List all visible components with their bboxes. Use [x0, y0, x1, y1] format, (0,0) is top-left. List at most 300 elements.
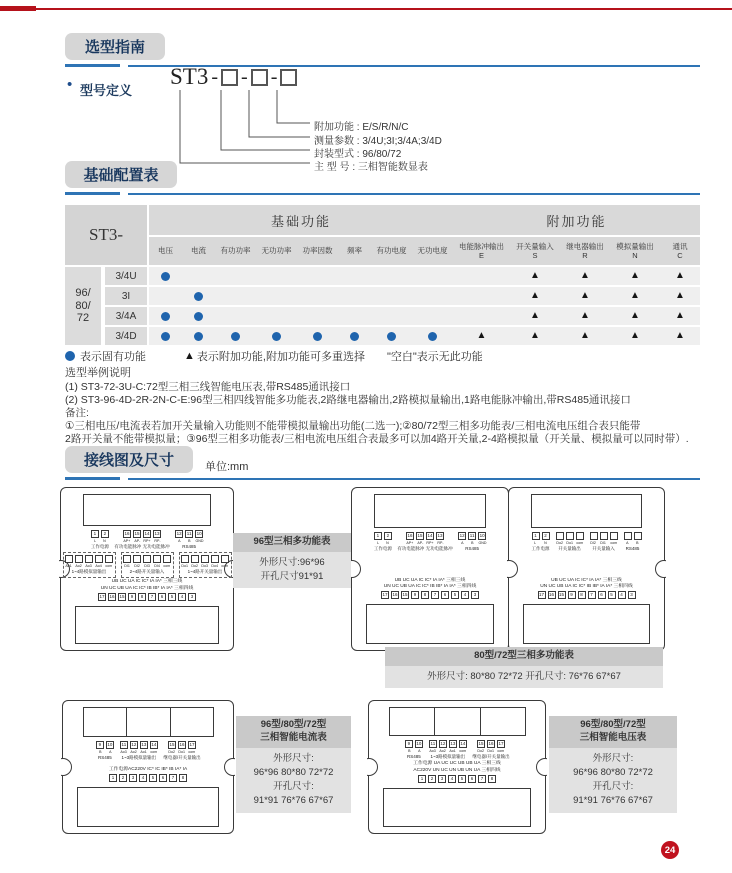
terminal-label: Do1 — [566, 540, 573, 545]
terminal — [195, 530, 204, 543]
spec-box — [385, 647, 663, 688]
terminal-cells — [181, 555, 230, 568]
terminal — [541, 532, 550, 545]
terminal-group-row — [71, 741, 225, 761]
terminal-cells — [90, 530, 109, 543]
table-cell — [510, 327, 560, 345]
terminal-square: 14 — [460, 741, 466, 747]
terminal — [95, 555, 104, 568]
table-cell — [371, 287, 412, 305]
spec-body-line: 开孔尺寸91*91 — [260, 571, 324, 583]
terminal — [565, 532, 574, 545]
terminal-square — [105, 555, 113, 563]
section-divider — [65, 64, 700, 67]
terminal-square: 4 — [448, 775, 456, 783]
table-cell — [338, 327, 371, 345]
terminal — [448, 740, 457, 753]
terminal-label: N — [103, 538, 107, 544]
group-caption: 工作电源 — [90, 544, 109, 550]
terminal — [575, 532, 584, 545]
terminal-label: com — [188, 749, 196, 754]
terminal — [153, 555, 162, 568]
terminal-square: 10 — [479, 533, 485, 538]
fixed-function-dot — [194, 332, 203, 341]
table-cell — [660, 327, 700, 345]
terminal-square — [624, 532, 632, 540]
basic-col-header: 电流 — [182, 237, 215, 265]
terminal-label: DI2 — [134, 563, 140, 569]
spec-body-line: 开孔尺寸: — [592, 781, 634, 793]
terminal-group — [472, 740, 509, 760]
terminal-square: 16 — [124, 531, 130, 537]
terminal-label: DI1 — [124, 563, 130, 569]
extra-col-name: 模拟量输出 — [616, 241, 654, 251]
terminal-group — [179, 552, 232, 578]
terminal-square: 5 — [149, 774, 157, 782]
terminal — [468, 532, 477, 545]
terminal-square: 1 — [418, 775, 426, 783]
addon-function-triangle: ▲ — [630, 290, 640, 301]
bottom-label-line: UB UC UA IC IC* IA IA* 三相三线 — [394, 577, 466, 583]
extra-col-name: 通讯 — [672, 241, 688, 251]
spec-box-title — [385, 647, 663, 666]
terminal — [555, 532, 564, 545]
terminal-cells — [458, 532, 487, 545]
terminal-square: 7 — [169, 774, 177, 782]
basic-col-header: 有功功率 — [215, 237, 256, 265]
table-cell — [453, 287, 510, 305]
bottom-terminal-row — [517, 591, 656, 599]
display-window — [374, 494, 486, 528]
terminal-cells — [406, 532, 445, 545]
terminal — [100, 530, 109, 543]
legend-blank-text: "空白"表示无此功能 — [386, 351, 483, 363]
terminal — [426, 532, 435, 545]
terminal-square: 6 — [441, 591, 449, 599]
terminal — [133, 530, 142, 543]
terminal — [211, 555, 220, 568]
addon-function-triangle: ▲ — [580, 270, 590, 281]
table-cell — [560, 287, 610, 305]
terminal-square: 11 — [121, 742, 127, 747]
spec-title-line: 96型/80型/72型 — [260, 719, 327, 730]
terminal-group — [589, 532, 618, 552]
model-code — [170, 64, 297, 90]
bottom-terminal-row — [377, 775, 537, 783]
terminal — [178, 741, 187, 754]
terminal-square: 1 — [109, 774, 117, 782]
terminal-label: A — [460, 540, 464, 545]
terminal-square — [211, 555, 219, 563]
terminal-label: Do4 — [211, 563, 219, 569]
terminal-square: 7 — [588, 591, 596, 599]
terminal-label: DI1 — [600, 540, 607, 545]
terminal-label: Do1 — [181, 563, 189, 569]
terminal — [143, 555, 152, 568]
terminal-label: L — [534, 540, 537, 545]
terminal — [497, 740, 506, 753]
terminal-square — [576, 532, 584, 540]
terminal-square: 9 — [96, 741, 104, 749]
example-1: (1) ST3-72-3U-C:72型三相三线智能电压表,带RS485通讯接口 — [65, 381, 351, 393]
terminal-group — [163, 741, 200, 761]
terminal-square: 2 — [542, 532, 550, 540]
bottom-terminal-row — [360, 591, 500, 599]
terminal-square: 13 — [141, 742, 147, 747]
terminal — [436, 532, 445, 545]
extra-col-code: C — [677, 251, 683, 260]
table-cell — [510, 307, 560, 325]
terminal — [599, 532, 608, 545]
terminal-square — [556, 532, 564, 540]
group-caption: 开关量输入 — [592, 546, 615, 551]
terminal-label: Ao3 — [85, 563, 93, 569]
table-cell — [338, 287, 371, 305]
extra-col-name: 电能脉冲输出 — [459, 241, 504, 251]
terminal-square: 12 — [459, 533, 465, 538]
terminal-square: 15 — [478, 741, 484, 747]
spec-box-title — [233, 533, 351, 552]
terminal-label: Do2 — [477, 748, 485, 754]
terminal-square: 14 — [151, 742, 157, 747]
terminal-square: 15 — [417, 533, 423, 538]
terminal — [181, 555, 190, 568]
model-option-package: 封装型式 : 96/80/72 — [314, 149, 402, 160]
basic-col-header: 功率因数 — [297, 237, 338, 265]
table-cell — [297, 307, 338, 325]
model-option-addon: 附加功能 : E/S/R/N/C — [314, 122, 409, 133]
group-caption: 工作电源 — [373, 546, 392, 551]
table-cell — [660, 287, 700, 305]
model-box-2 — [251, 69, 268, 86]
terminal-group — [121, 552, 174, 578]
terminal-square: 1 — [374, 532, 382, 540]
terminal-square: 8 — [488, 775, 496, 783]
terminal — [75, 555, 84, 568]
terminal-group-row — [69, 530, 225, 550]
terminal-cells — [175, 530, 204, 543]
terminal-square — [590, 532, 598, 540]
terminal-square: 8 — [138, 593, 146, 601]
table-cell — [660, 267, 700, 285]
terminal-square — [163, 555, 171, 563]
dash: - — [270, 65, 278, 88]
bottom-label-line: UN UC UB UA IC IC* IB IB* IA IA* 三相四线 — [100, 585, 194, 591]
terminal-square: 13 — [450, 741, 456, 747]
terminal-square: 17 — [99, 593, 105, 599]
terminal-square — [95, 555, 103, 563]
spacer — [360, 553, 500, 578]
terminal-square: 6 — [598, 591, 606, 599]
terminal — [119, 741, 128, 754]
row-group-line: 72 — [76, 312, 90, 325]
terminal-square: 16 — [109, 593, 115, 599]
fixed-function-dot — [387, 332, 396, 341]
table-cell — [182, 267, 215, 285]
terminal-label: com — [163, 563, 171, 569]
terminal — [105, 555, 114, 568]
terminal-square — [133, 555, 141, 563]
terminal-square: 16 — [407, 533, 413, 538]
extra-col-name: 继电器输出 — [566, 241, 604, 251]
terminal-label: DI4 — [154, 563, 160, 569]
terminal — [143, 530, 152, 543]
terminal-label: GND — [195, 538, 204, 544]
spec-box — [233, 533, 351, 588]
terminal-label: RP- — [436, 540, 444, 545]
bottom-label-line: UB UC UA IC IC* IA IA* 三相三线 — [111, 579, 183, 585]
table-cell — [453, 327, 510, 345]
terminal — [404, 740, 413, 753]
table-cell — [215, 307, 256, 325]
extra-col-name: 开关量输入 — [516, 241, 554, 251]
terminal-label: Ao4 — [95, 563, 103, 569]
terminal-square: 6 — [158, 593, 166, 601]
terminal-square: 8 — [578, 591, 586, 599]
table-corner-cell: ST3- — [65, 205, 149, 265]
row-label-cell: 3/4U — [103, 267, 149, 285]
terminal-square: 2 — [384, 532, 392, 540]
terminal-square — [181, 555, 189, 563]
terminal — [129, 741, 138, 754]
terminal-cells — [95, 741, 114, 754]
terminal — [123, 555, 132, 568]
spec-body-line: 开孔尺寸: — [273, 781, 314, 793]
terminal-square: 6 — [468, 775, 476, 783]
terminal-square: 3 — [438, 775, 446, 783]
terminal-group — [95, 741, 114, 760]
row-label-cell: 3/4A — [103, 307, 149, 325]
example-2: (2) ST3-96-4D-2R-2N-C-E:96型三相四线智能多功能表,2路继电器输出,2路模拟量输出,1路电能脉冲输出,带RS485通讯接口 — [65, 394, 631, 406]
table-cell — [182, 307, 215, 325]
spec-title-line: 96型三相多功能表 — [253, 536, 331, 547]
terminal-label: com — [459, 748, 467, 754]
terminal-square: 7 — [148, 593, 156, 601]
spec-box — [549, 716, 677, 813]
terminal-group — [175, 530, 204, 549]
terminal-square: 4 — [178, 593, 186, 601]
table-cell — [297, 327, 338, 345]
terminal-group — [373, 532, 392, 552]
fixed-function-dot — [231, 332, 240, 341]
terminal-cells — [168, 741, 197, 754]
terminal-group-row — [360, 532, 500, 552]
extra-col-header — [560, 237, 610, 265]
terminal-group — [63, 552, 116, 578]
fixed-function-dot — [350, 332, 359, 341]
terminal-square: 15 — [169, 742, 175, 747]
wiring-diagram — [62, 700, 234, 834]
row-group-line: 96/ — [75, 287, 91, 300]
addon-function-triangle: ▲ — [675, 270, 685, 281]
model-connector-lines — [170, 90, 312, 174]
dash: - — [241, 65, 248, 88]
relay-module-row — [83, 707, 213, 737]
terminal-group-row — [65, 552, 229, 578]
terminal — [185, 530, 194, 543]
terminal-square: 10 — [416, 741, 422, 747]
terminal — [175, 530, 184, 543]
extra-col-header — [453, 237, 510, 265]
terminal-square: 9 — [568, 591, 576, 599]
model-option-params: 测量参数 : 3/4U;3I;3/4A;3/4D — [314, 136, 442, 147]
terminal-cells — [589, 532, 618, 545]
terminal-label: B — [470, 540, 474, 545]
terminal-label: A — [417, 748, 421, 754]
group-caption: 继电器/开关量输出 — [472, 754, 510, 760]
bottom-window — [383, 788, 531, 827]
model-option-main: 主 型 号 : 三相智能数显表 — [314, 162, 428, 173]
terminal — [428, 740, 437, 753]
terminal — [95, 741, 104, 754]
terminal — [201, 555, 210, 568]
terminal-label: Do2 — [168, 749, 176, 754]
terminal-square: 16 — [392, 592, 398, 597]
terminal-label: B — [407, 748, 411, 754]
terminal-square: 10 — [196, 531, 202, 537]
wiring-diagram — [508, 487, 665, 651]
model-base-text: ST3 — [170, 64, 209, 89]
addon-function-triangle: ▲ — [630, 310, 640, 321]
basic-col-header: 有功电度 — [371, 237, 412, 265]
bottom-label-line: 工作电源AC220V IC* IC IB* IB IA* IA — [108, 766, 188, 772]
terminal — [123, 530, 132, 543]
terminal-label: RP+ — [143, 538, 151, 544]
terminal-cells — [123, 555, 172, 568]
terminal-label: Do1 — [487, 748, 495, 754]
terminal-label: com — [221, 563, 229, 569]
terminal-square — [191, 555, 199, 563]
terminal-group — [428, 740, 467, 760]
table-cell — [338, 307, 371, 325]
table-cell — [453, 307, 510, 325]
terminal-label: A — [626, 540, 629, 545]
basic-col-header: 频率 — [338, 237, 371, 265]
terminal — [149, 741, 158, 754]
terminal-cells — [531, 532, 550, 545]
terminal-label: Ao2 — [439, 748, 447, 754]
terminal — [163, 555, 172, 568]
terminal-square: 4 — [618, 591, 626, 599]
table-cell — [510, 287, 560, 305]
panel-inner — [61, 488, 233, 650]
table-cell — [149, 287, 182, 305]
terminal — [406, 532, 415, 545]
terminal-square — [65, 555, 73, 563]
terminal-square — [75, 555, 83, 563]
table-cell — [149, 307, 182, 325]
terminal — [487, 740, 496, 753]
extra-functions-header: 附加功能 — [453, 205, 700, 235]
terminal-square: 8 — [421, 591, 429, 599]
terminal-label: com — [150, 749, 158, 754]
bullet-icon: • — [67, 76, 73, 93]
section-header-selection-guide: 选型指南 — [65, 33, 165, 60]
terminal — [458, 740, 467, 753]
spec-body-line: 96*96 80*80 72*72 — [253, 766, 334, 778]
terminal-square: 2 — [428, 775, 436, 783]
table-cell — [560, 307, 610, 325]
terminal-square — [201, 555, 209, 563]
table-cell — [412, 327, 453, 345]
group-caption: 开关量输出 — [558, 546, 581, 551]
terminal-cells — [373, 532, 392, 545]
group-caption: 2~4路开关量输入 — [129, 569, 165, 575]
display-window — [83, 494, 211, 526]
terminal-group-row — [517, 532, 656, 552]
terminal — [589, 532, 598, 545]
model-box-3 — [280, 69, 297, 86]
terminal-label: Ao1 — [140, 749, 148, 754]
terminal-label: RP- — [153, 538, 161, 544]
basic-col-header: 无功功率 — [256, 237, 297, 265]
spec-box-title — [236, 716, 351, 748]
terminal-square: 2 — [101, 530, 109, 538]
note-1: ①三相电压/电流表若加开关量输入功能则不能带模拟量输出功能(二选一);②80/72型三相多功能表/三相电流电压组合表只能带 — [65, 420, 641, 432]
terminal-cells — [119, 741, 158, 754]
terminal-square: 1 — [532, 532, 540, 540]
group-caption: 1~3路模拟量输出 — [121, 755, 157, 760]
table-cell — [371, 327, 412, 345]
terminal-square: 7 — [478, 775, 486, 783]
terminal-label: Ao2 — [130, 749, 138, 754]
bottom-terminal-row — [69, 593, 225, 601]
model-box-1 — [221, 69, 238, 86]
row-label-cell: 3/4D — [103, 327, 149, 345]
table-cell — [412, 307, 453, 325]
relay-module-box — [434, 707, 481, 736]
spec-body-line: 96*96 80*80 72*72 — [573, 766, 653, 778]
terminal-label: A — [108, 749, 112, 754]
terminal — [153, 530, 162, 543]
terminal-square: 15 — [558, 592, 564, 597]
terminal-label: Do1 — [178, 749, 186, 754]
addon-function-triangle: ▲ — [580, 290, 590, 301]
terminal — [105, 741, 114, 754]
terminal-group — [404, 740, 423, 759]
terminal — [609, 532, 618, 545]
bottom-window — [75, 606, 219, 644]
terminal-square: 17 — [382, 592, 388, 597]
terminal-label: AP- — [416, 540, 423, 545]
fixed-function-dot — [194, 292, 203, 301]
fixed-function-dot — [272, 332, 281, 341]
terminal-label: com — [610, 540, 617, 545]
terminal-cells — [123, 530, 162, 543]
terminal-square — [221, 555, 229, 563]
terminal-label: Ao2 — [75, 563, 83, 569]
terminal — [90, 530, 99, 543]
notes-title: 备注: — [65, 407, 89, 419]
terminal-label: B — [187, 538, 191, 544]
terminal-label: Do2 — [191, 563, 199, 569]
terminal-label: Ao3 — [120, 749, 128, 754]
terminal-group — [458, 532, 487, 551]
terminal — [478, 532, 487, 545]
terminal — [477, 740, 486, 753]
terminal-square: 8 — [179, 774, 187, 782]
spec-body-line: 外形尺寸: — [273, 752, 314, 764]
spec-title-line: 96型/80型/72型 — [580, 719, 646, 730]
group-caption: 工作电源 — [531, 546, 550, 551]
group-caption: 1~3路模拟量输出 — [430, 754, 466, 760]
bottom-terminal-row — [71, 774, 225, 782]
panel-inner — [369, 701, 545, 833]
model-definition-label: 型号定义 — [80, 83, 133, 98]
terminal-square: 13 — [154, 531, 160, 537]
addon-function-triangle: ▲ — [476, 330, 487, 341]
terminal-square: 5 — [451, 591, 459, 599]
